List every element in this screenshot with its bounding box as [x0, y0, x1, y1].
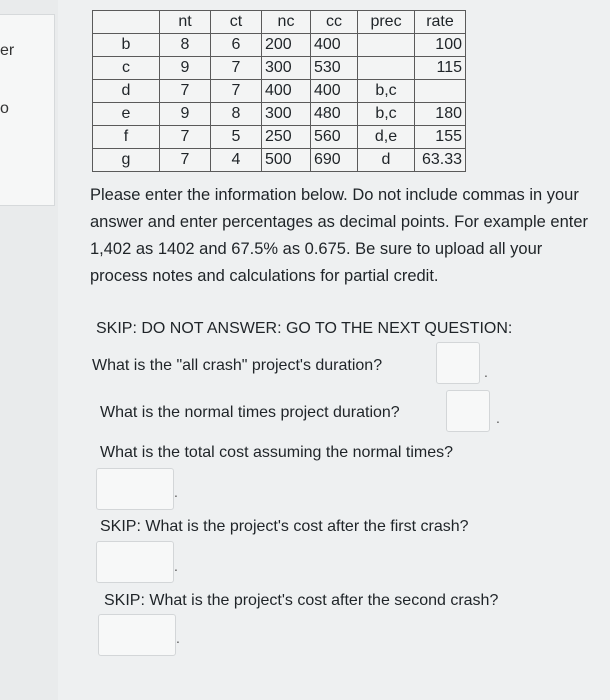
table-cell: 300: [262, 57, 311, 80]
answer-input-normal-total-cost[interactable]: [96, 468, 174, 510]
table-cell: 9: [160, 103, 211, 126]
column-header: nt: [160, 11, 211, 34]
table-cell: b,c: [358, 80, 415, 103]
table-cell: b: [93, 34, 160, 57]
table-cell: 480: [311, 103, 358, 126]
table-cell: [415, 80, 466, 103]
table-cell: 8: [211, 103, 262, 126]
table-cell: 4: [211, 149, 262, 172]
table-cell: 7: [211, 57, 262, 80]
table-cell: b,c: [358, 103, 415, 126]
table-cell: 63.33: [415, 149, 466, 172]
table-cell: [358, 57, 415, 80]
table-cell: 7: [211, 80, 262, 103]
table-cell: 5: [211, 126, 262, 149]
table-cell: [358, 34, 415, 57]
table-row: [93, 126, 466, 149]
project-data-table-wrap: [92, 10, 466, 172]
table-cell: d: [93, 80, 160, 103]
project-data-table: [92, 10, 466, 172]
column-header: ct: [211, 11, 262, 34]
table-row: [93, 103, 466, 126]
table-cell: 6: [211, 34, 262, 57]
table-cell: d,e: [358, 126, 415, 149]
table-row: [93, 149, 466, 172]
skip-notice: SKIP: DO NOT ANSWER: GO TO THE NEXT QUESTION:: [96, 320, 513, 337]
sidebar-text-fragment: er: [0, 42, 15, 59]
column-header: nc: [262, 11, 311, 34]
answer-punctuation: .: [176, 630, 180, 646]
table-cell: 9: [160, 57, 211, 80]
table-cell: 690: [311, 149, 358, 172]
answer-punctuation: .: [174, 558, 178, 574]
column-header: prec: [358, 11, 415, 34]
table-cell: 400: [311, 80, 358, 103]
table-cell: 115: [415, 57, 466, 80]
table-row: [93, 80, 466, 103]
table-cell: 180: [415, 103, 466, 126]
table-cell: 155: [415, 126, 466, 149]
column-header: [93, 11, 160, 34]
table-cell: 530: [311, 57, 358, 80]
table-cell: 400: [311, 34, 358, 57]
table-cell: d: [358, 149, 415, 172]
answer-input-second-crash-cost[interactable]: [98, 614, 176, 656]
question-normal-duration: What is the normal times project duration?: [100, 404, 400, 421]
table-cell: f: [93, 126, 160, 149]
table-header-row: [93, 11, 466, 34]
question-all-crash-duration: What is the "all crash" project's duration?: [92, 357, 383, 374]
sidebar-text-fragment: o: [0, 100, 9, 117]
column-header: cc: [311, 11, 358, 34]
table-cell: e: [93, 103, 160, 126]
answer-input-first-crash-cost[interactable]: [96, 541, 174, 583]
table-cell: 7: [160, 149, 211, 172]
table-cell: 560: [311, 126, 358, 149]
answer-punctuation: .: [484, 364, 488, 380]
table-row: [93, 34, 466, 57]
table-cell: 7: [160, 80, 211, 103]
column-header: rate: [415, 11, 466, 34]
table-cell: g: [93, 149, 160, 172]
answer-punctuation: .: [496, 410, 500, 426]
question-first-crash-cost: SKIP: What is the project's cost after the first crash?: [100, 518, 469, 535]
question-second-crash-cost: SKIP: What is the project's cost after the second crash?: [104, 592, 499, 609]
table-cell: 250: [262, 126, 311, 149]
table-cell: 100: [415, 34, 466, 57]
table-row: [93, 57, 466, 80]
answer-input-normal-duration[interactable]: [446, 390, 490, 432]
table-cell: 400: [262, 80, 311, 103]
table-cell: 8: [160, 34, 211, 57]
table-cell: 200: [262, 34, 311, 57]
answer-punctuation: .: [174, 484, 178, 500]
question-normal-total-cost: What is the total cost assuming the normal times?: [100, 444, 454, 461]
table-cell: 300: [262, 103, 311, 126]
table-cell: 7: [160, 126, 211, 149]
instructions-paragraph: Please enter the information below. Do not include commas in your answer and enter percentages as decimal points. For example enter 1,402 as 1402 and 67.5% as 0.675. Be sure to upload all your process notes and calculations for partial credit.: [90, 186, 589, 285]
table-cell: 500: [262, 149, 311, 172]
answer-input-all-crash-duration[interactable]: [436, 342, 480, 384]
table-cell: c: [93, 57, 160, 80]
